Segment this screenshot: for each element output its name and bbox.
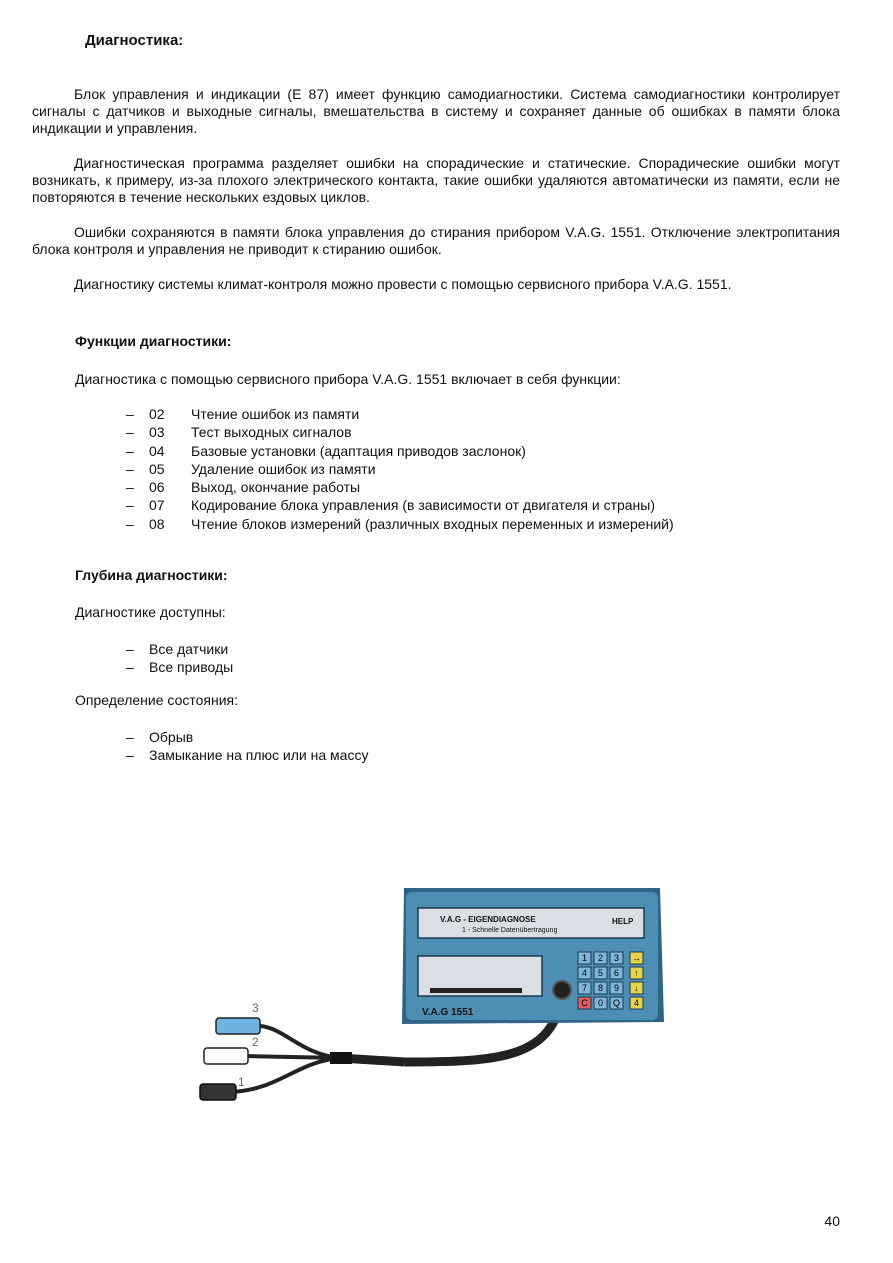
cable-label-3: 3 xyxy=(252,1001,259,1015)
svg-text:7: 7 xyxy=(581,983,588,993)
help-label: HELP xyxy=(612,917,634,926)
plug-3 xyxy=(216,1018,260,1034)
function-text: Базовые установки (адаптация приводов заслонок) xyxy=(191,442,526,459)
svg-text:→: → xyxy=(632,953,641,963)
model-label: V.A.G 1551 xyxy=(422,1007,474,1018)
function-text: Тест выходных сигналов xyxy=(191,424,352,441)
svg-text:C: C xyxy=(581,998,588,1008)
function-text: Чтение блоков измерений (различных входных переменных и измерений) xyxy=(191,515,674,532)
available-list xyxy=(126,640,233,677)
functions-heading: Функции диагностики: xyxy=(75,333,232,349)
cable-label-1: 1 xyxy=(238,1075,245,1089)
cable-connector xyxy=(553,981,571,999)
vag-1551-illustration xyxy=(190,878,680,1118)
function-item: – 03 Тест выходных сигналов xyxy=(126,424,352,441)
function-text: Кодирование блока управления (в зависимости от двигателя и страны) xyxy=(191,497,656,514)
state-list xyxy=(126,728,368,765)
function-item: – 05 Удаление ошибок из памяти xyxy=(126,460,376,477)
svg-text:4: 4 xyxy=(633,998,640,1008)
function-item: – 06 Выход, окончание работы xyxy=(126,479,361,496)
svg-text:↓: ↓ xyxy=(634,983,639,993)
plug-1 xyxy=(200,1084,236,1100)
svg-text:1: 1 xyxy=(581,953,588,963)
cable-sleeve xyxy=(330,1052,352,1064)
plug-2 xyxy=(204,1048,248,1064)
function-text: Чтение ошибок из памяти xyxy=(191,406,360,422)
list-item: – Замыкание на плюс или на массу xyxy=(126,747,369,764)
svg-text:4: 4 xyxy=(581,968,588,978)
function-item: – 04 Базовые установки (адаптация приводов заслонок) xyxy=(126,442,526,459)
display-line-2: 1 - Schnelle Datenübertragung xyxy=(462,927,558,934)
display-line-1: V.A.G - EIGENDIAGNOSE xyxy=(440,915,536,924)
function-code: 06 xyxy=(149,479,165,496)
function-code: 05 xyxy=(149,460,165,477)
paragraph-4: Диагностику системы климат-контроля можно провести с помощью сервисного прибора V.A.G. 1551. xyxy=(74,276,732,292)
svg-text:0: 0 xyxy=(597,998,604,1008)
svg-text:Q: Q xyxy=(612,998,621,1008)
function-text: Выход, окончание работы xyxy=(191,479,361,496)
function-code: 04 xyxy=(149,442,165,459)
function-code: 08 xyxy=(149,515,165,532)
depth-heading: Глубина диагностики: xyxy=(75,567,228,583)
svg-text:8: 8 xyxy=(597,983,604,993)
cable-branch-3 xyxy=(260,1026,340,1058)
function-code: 07 xyxy=(149,497,165,514)
function-item: – 07 Кодирование блока управления (в зависимости от двигателя и страны) xyxy=(126,497,656,514)
page-title: Диагностика: xyxy=(85,32,184,49)
paragraph-1: Блок управления и индикации (E 87) имеет функцию самодиагностики. Система самодиагностики контролирует сигналы с датчиков и выходные сигналы, вмешательства в систему и сохраняет данные об ошибках в памяти блока индикации и управления. xyxy=(32,86,840,136)
paragraph-3: Ошибки сохраняются в памяти блока управления до стирания прибором V.A.G. 1551. Отключение электропитания блока контроля и управления не приводит к стиранию ошибок. xyxy=(32,224,840,257)
state-label: Определение состояния: xyxy=(75,692,238,708)
available-label: Диагностике доступны: xyxy=(75,604,226,620)
list-item: – Обрыв xyxy=(126,729,194,745)
function-code: 02 xyxy=(149,406,165,422)
cable-label-2: 2 xyxy=(252,1035,259,1049)
svg-text:5: 5 xyxy=(597,968,604,978)
function-item: – 08 Чтение блоков измерений (различных входных переменных и измерений) xyxy=(126,515,674,532)
function-code: 03 xyxy=(149,424,165,441)
paragraph-2: Диагностическая программа разделяет ошибки на спорадические и статические. Спорадические ошибки могут возникать, к примеру, из-за плохого электрического контакта, такие ошибки удаляются автоматически из памяти, если не повторяются в течение нескольких ездовых циклов. xyxy=(32,155,840,205)
list-item: – Все приводы xyxy=(126,659,234,676)
svg-text:6: 6 xyxy=(613,968,620,978)
svg-text:9: 9 xyxy=(613,983,620,993)
svg-text:3: 3 xyxy=(613,953,620,963)
svg-text:2: 2 xyxy=(597,953,604,963)
functions-list xyxy=(126,405,674,533)
svg-text:↑: ↑ xyxy=(634,968,639,978)
cable-branch-2 xyxy=(245,1056,340,1058)
page-number: 40 xyxy=(824,1213,840,1229)
function-item: – 02 Чтение ошибок из памяти xyxy=(126,406,360,422)
functions-intro: Диагностика с помощью сервисного прибора V.A.G. 1551 включает в себя функции: xyxy=(75,371,621,387)
function-text: Удаление ошибок из памяти xyxy=(191,460,376,477)
list-item: – Все датчики xyxy=(126,641,229,657)
